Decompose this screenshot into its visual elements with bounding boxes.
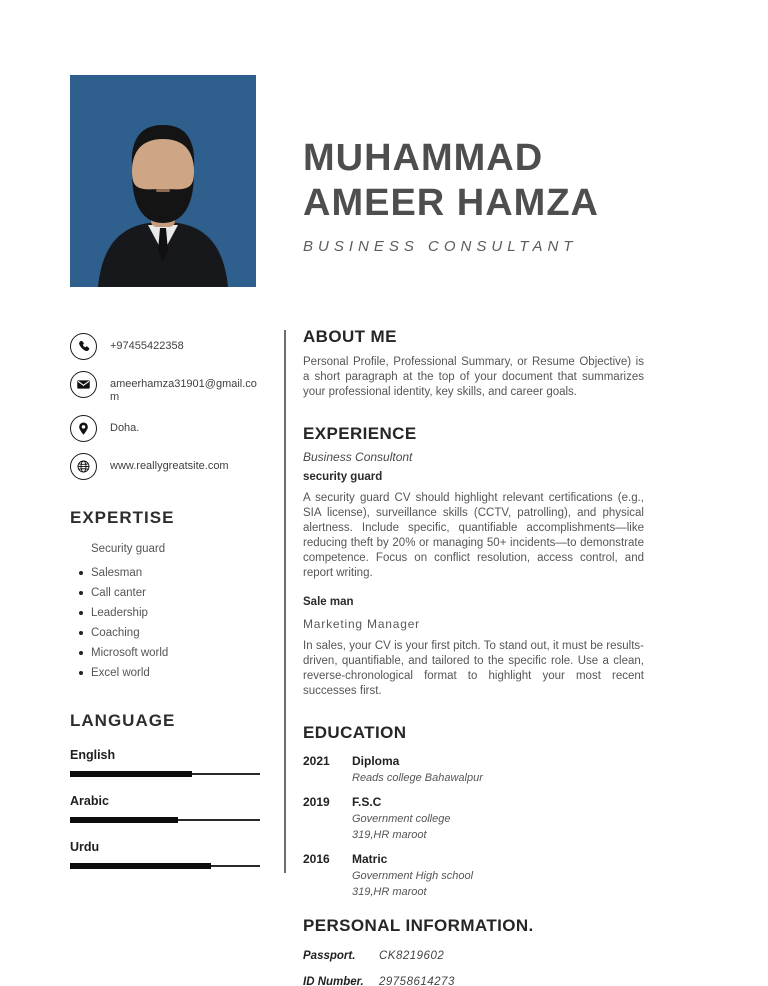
language-bar-fill [70, 771, 192, 777]
job-title: security guard [303, 471, 383, 483]
job-description: In sales, your CV is your first pitch. To stand out, it must be results-driven, quantifiable, and tailored to the specific role. Use a clean, reverse-chronological format to highlight your most recent successes first. [303, 640, 644, 697]
sidebar [70, 333, 276, 869]
expertise-item: Call canter [91, 583, 276, 603]
language-item [70, 748, 276, 777]
contact-website [70, 453, 276, 480]
expertise-heading: EXPERTISE [70, 508, 175, 527]
person-name [303, 136, 723, 226]
education-entry [303, 852, 644, 898]
language-name: Arabic [70, 794, 109, 808]
education-heading: EDUCATION [303, 723, 407, 742]
about-text: Personal Profile, Professional Summary, or Resume Objective) is a short paragraph at the top of your document that summarizes your professional identity, key skills, and career goals. [303, 356, 644, 398]
job-subtitle: Marketing Manager [303, 617, 420, 631]
globe-icon [70, 453, 97, 480]
email-icon [70, 371, 97, 398]
contact-list [70, 333, 276, 480]
personal-info-row [303, 950, 644, 962]
contact-website-text: www.reallygreatsite.com [110, 460, 229, 472]
education-title: F.S.C [352, 795, 382, 809]
language-name: Urdu [70, 840, 100, 854]
education-detail: Government High school [352, 870, 474, 882]
education-year: 2016 [303, 852, 330, 866]
person-name-line1: MUHAMMAD [303, 137, 544, 179]
language-section [70, 711, 276, 869]
contact-location [70, 415, 276, 442]
experience-role-context: Business Consultont [303, 450, 413, 464]
experience-heading: EXPERIENCE [303, 424, 417, 443]
contact-location-text: Doha. [110, 422, 140, 434]
personal-info-row [303, 976, 644, 986]
education-detail: 319,HR maroot [352, 886, 427, 898]
language-level-bar [70, 863, 260, 869]
profile-photo [70, 75, 256, 287]
about-heading: ABOUT ME [303, 327, 397, 346]
expertise-item: Excel world [91, 663, 276, 683]
main-column [303, 327, 644, 986]
resume-header [303, 136, 723, 255]
expertise-item: Leadership [91, 603, 276, 623]
language-name: English [70, 748, 116, 762]
person-job-title: BUSINESS CONSULTANT [303, 238, 578, 255]
contact-email [70, 371, 276, 404]
language-item [70, 794, 276, 823]
about-section [303, 327, 644, 400]
education-year: 2021 [303, 754, 330, 768]
expertise-item: Coaching [91, 623, 276, 643]
experience-section [303, 424, 644, 699]
education-detail: Reads college Bahawalpur [352, 772, 483, 784]
contact-phone-text: +97455422358 [110, 340, 184, 352]
language-level-bar [70, 817, 260, 823]
personal-info-value: 29758614273 [379, 976, 455, 986]
job-description: A security guard CV should highlight relevant certifications (e.g., SIA license), surveillance skills (CCTV, patrolling), and physical alertness. Include specific, quantifiable accomplishments—like reducing theft by 20% or managing 50+ incidents—to demonstrate competence. Focus on conflict resolution, access control, and report writing. [303, 492, 644, 579]
language-item [70, 840, 276, 869]
education-title: Diploma [352, 754, 400, 768]
expertise-item: Microsoft world [91, 643, 276, 663]
contact-phone [70, 333, 276, 360]
education-entry [303, 754, 644, 784]
personal-info-heading: PERSONAL INFORMATION. [303, 916, 534, 935]
contact-email-text: ameerhamza31901@gmail.com [110, 378, 257, 403]
personal-info-section [303, 916, 644, 986]
person-name-line2: AMEER HAMZA [303, 182, 599, 224]
phone-icon [70, 333, 97, 360]
education-year: 2019 [303, 795, 330, 809]
education-detail: Government college [352, 813, 451, 825]
language-bar-fill [70, 817, 178, 823]
language-heading: LANGUAGE [70, 711, 176, 730]
language-level-bar [70, 771, 260, 777]
location-icon [70, 415, 97, 442]
expertise-list [70, 563, 276, 683]
personal-info-value: CK8219602 [379, 950, 445, 962]
expertise-section [70, 508, 276, 683]
expertise-item: Salesman [91, 563, 276, 583]
personal-info-label: Passport. [303, 950, 356, 962]
education-entry [303, 795, 644, 841]
personal-info-label: ID Number. [303, 976, 364, 986]
education-detail: 319,HR maroot [352, 829, 427, 841]
language-bar-fill [70, 863, 211, 869]
vertical-divider [284, 330, 286, 873]
education-section [303, 723, 644, 898]
job-title: Sale man [303, 596, 354, 608]
education-title: Matric [352, 852, 388, 866]
expertise-lead-item: Security guard [91, 543, 166, 555]
